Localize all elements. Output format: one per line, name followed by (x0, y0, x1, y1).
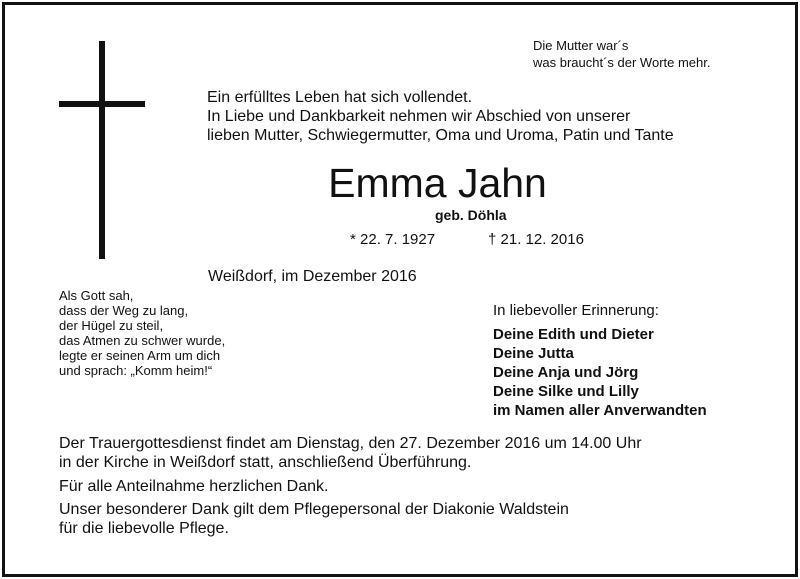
born-name: geb. Döhla (435, 207, 507, 223)
mourner: Deine Edith und Dieter (493, 326, 654, 343)
poem (59, 288, 225, 378)
poem-line: Als Gott sah, (59, 288, 134, 303)
mourner: Deine Jutta (493, 345, 574, 362)
motto (533, 37, 711, 71)
cross-icon-bar (59, 101, 145, 107)
mourners-list (493, 325, 707, 420)
mourner: Deine Silke und Lilly (493, 383, 639, 400)
poem-line: das Atmen zu schwer wurde, (59, 333, 226, 348)
service-line: Der Trauergottesdienst findet am Dienstag, den 27. Dezember 2016 um 14.00 Uhr (59, 435, 642, 452)
memory-heading: In liebevoller Erinnerung: (493, 302, 659, 319)
intro-line: Ein erfülltes Leben hat sich vollendet. (207, 89, 473, 106)
service-info (59, 434, 642, 472)
service-line: in der Kirche in Weißdorf statt, anschließend Überführung. (59, 454, 472, 471)
special-thanks-line: Unser besonderer Dank gilt dem Pflegepersonal der Diakonie Waldstein (59, 501, 569, 518)
deceased-name: Emma Jahn (328, 160, 547, 206)
poem-line: dass der Weg zu lang, (59, 303, 189, 318)
cross-icon (99, 41, 105, 259)
intro-text (207, 88, 674, 145)
mourner: Deine Anja und Jörg (493, 364, 639, 381)
poem-line: und sprach: „Komm heim!“ (59, 363, 213, 378)
motto-line: Die Mutter war´s (533, 38, 629, 53)
birth-date: * 22. 7. 1927 (350, 231, 436, 248)
mourner: im Namen aller Anverwandten (493, 402, 707, 419)
thanks: Für alle Anteilnahme herzlichen Dank. (59, 478, 329, 495)
death-date: † 21. 12. 2016 (488, 231, 584, 248)
intro-line: lieben Mutter, Schwiegermutter, Oma und Uroma, Patin und Tante (207, 127, 674, 144)
special-thanks-line: für die liebevolle Pflege. (59, 520, 229, 537)
poem-line: legte er seinen Arm um dich (59, 348, 221, 363)
poem-line: der Hügel zu steil, (59, 318, 164, 333)
place-date: Weißdorf, im Dezember 2016 (208, 268, 417, 285)
motto-line: was braucht´s der Worte mehr. (533, 55, 711, 70)
special-thanks (59, 500, 569, 538)
intro-line: In Liebe und Dankbarkeit nehmen wir Abschied von unserer (207, 108, 631, 125)
